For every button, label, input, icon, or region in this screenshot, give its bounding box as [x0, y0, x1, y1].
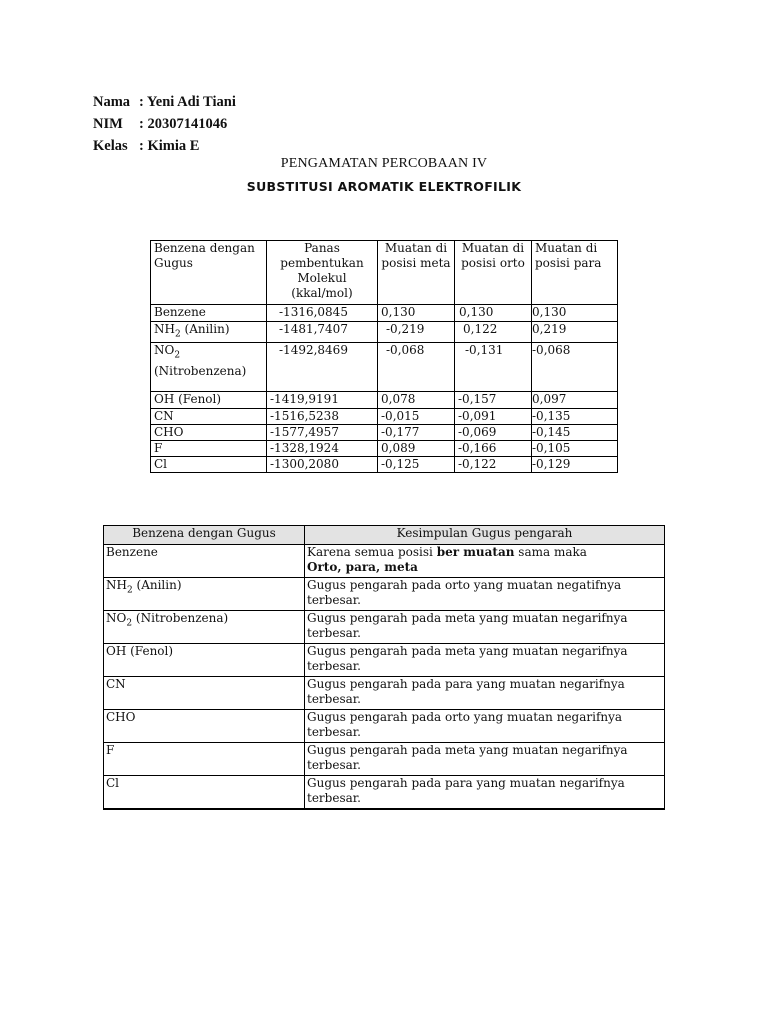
group-subscript: 2	[126, 618, 133, 629]
name-value: : Yeni Adi Tiani	[139, 94, 236, 110]
group-text: NO	[106, 611, 127, 625]
cell-orto: 0,122	[455, 322, 532, 343]
group-subscript: 2	[174, 350, 181, 361]
nim-label: NIM	[93, 116, 123, 132]
cell-group: F	[151, 441, 267, 457]
header-conclusion: Kesimpulan Gugus pengarah	[305, 526, 665, 545]
cell-orto: -0,091	[455, 409, 532, 425]
conclusion-table	[103, 525, 665, 810]
table-row	[104, 710, 665, 743]
cell-para: -0,135	[532, 409, 618, 425]
class-row	[93, 135, 236, 157]
conclusion-table-header	[104, 526, 665, 545]
table-row	[151, 322, 618, 343]
cell-para: -0,105	[532, 441, 618, 457]
class-value: : Kimia E	[139, 138, 200, 154]
table-row	[151, 457, 618, 473]
cell-meta: 0,089	[378, 441, 455, 457]
cell-group	[104, 611, 305, 644]
cell-conclusion: Gugus pengarah pada para yang muatan negarifnya terbesar.	[305, 677, 665, 710]
group-text: NH	[154, 322, 175, 336]
conclusion-text: sama maka	[514, 545, 587, 559]
cell-meta: 0,078	[378, 392, 455, 409]
nim-value: : 20307141046	[139, 116, 228, 132]
group-subscript: 2	[174, 329, 181, 340]
cell-group	[151, 322, 267, 343]
table-row	[104, 644, 665, 677]
header-group: Benzena dengan Gugus	[104, 526, 305, 545]
cell-meta: 0,130	[378, 305, 455, 322]
cell-heat: -1516,5238	[267, 409, 378, 425]
cell-heat: -1419,9191	[267, 392, 378, 409]
conclusion-text: Karena semua posisi	[307, 545, 437, 559]
header-group: Benzena dengan Gugus	[151, 241, 267, 305]
cell-orto: -0,157	[455, 392, 532, 409]
table-row	[104, 776, 665, 809]
table-row	[104, 677, 665, 710]
cell-conclusion: Gugus pengarah pada orto yang muatan negatifnya terbesar.	[305, 578, 665, 611]
cell-heat: -1481,7407	[267, 322, 378, 343]
cell-conclusion: Gugus pengarah pada meta yang muatan negarifnya terbesar.	[305, 611, 665, 644]
page-title: PENGAMATAN PERCOBAAN IV	[280, 156, 488, 171]
cell-group	[104, 578, 305, 611]
cell-group: CN	[151, 409, 267, 425]
name-row	[93, 91, 236, 113]
group-text: (Nitrobenzena)	[132, 611, 229, 625]
table-row	[151, 409, 618, 425]
cell-conclusion: Gugus pengarah pada meta yang muatan negarifnya terbesar.	[305, 743, 665, 776]
table-row	[151, 441, 618, 457]
charge-table-header	[151, 241, 618, 305]
cell-heat: -1492,8469	[267, 343, 378, 392]
student-info	[93, 91, 236, 157]
cell-para: 0,219	[532, 322, 618, 343]
name-label: Nama	[93, 94, 131, 110]
page-subtitle: SUBSTITUSI AROMATIK ELEKTROFILIK	[246, 179, 522, 194]
cell-para: -0,145	[532, 425, 618, 441]
table-row	[104, 578, 665, 611]
table-row	[151, 392, 618, 409]
cell-group: Benzene	[104, 545, 305, 578]
cell-meta: -0,219	[378, 322, 455, 343]
cell-group: F	[104, 743, 305, 776]
class-label: Kelas	[93, 138, 128, 154]
table-row	[104, 545, 665, 578]
group-text: (Nitrobenzena)	[154, 363, 247, 378]
cell-group: CN	[104, 677, 305, 710]
table-row	[151, 305, 618, 322]
cell-meta: -0,068	[378, 343, 455, 392]
group-text: (Anilin)	[132, 578, 182, 592]
group-text: NO	[154, 343, 175, 358]
cell-meta: -0,015	[378, 409, 455, 425]
group-text: (Anilin)	[180, 322, 230, 336]
cell-orto: -0,166	[455, 441, 532, 457]
cell-para: 0,097	[532, 392, 618, 409]
cell-group: Cl	[151, 457, 267, 473]
header-orto: Muatan di posisi orto	[455, 241, 532, 305]
header-meta: Muatan di posisi meta	[378, 241, 455, 305]
table-row	[104, 743, 665, 776]
group-text: NH	[106, 578, 127, 592]
conclusion-bold-text: Orto, para, meta	[307, 560, 418, 574]
table-row	[104, 611, 665, 644]
cell-heat: -1328,1924	[267, 441, 378, 457]
table-row	[151, 343, 618, 392]
cell-meta: -0,125	[378, 457, 455, 473]
cell-para: 0,130	[532, 305, 618, 322]
cell-orto: -0,122	[455, 457, 532, 473]
charge-table	[150, 240, 618, 473]
cell-group: CHO	[151, 425, 267, 441]
cell-group: CHO	[104, 710, 305, 743]
cell-conclusion	[305, 545, 665, 578]
cell-orto: 0,130	[455, 305, 532, 322]
cell-heat: -1316,0845	[267, 305, 378, 322]
cell-heat: -1577,4957	[267, 425, 378, 441]
cell-meta: -0,177	[378, 425, 455, 441]
table-row	[151, 425, 618, 441]
cell-group: OH (Fenol)	[151, 392, 267, 409]
header-heat: Panas pembentukan Molekul (kkal/mol)	[267, 241, 378, 305]
cell-para: -0,068	[532, 343, 618, 392]
header-para: Muatan di posisi para	[532, 241, 618, 305]
cell-orto: -0,131	[455, 343, 532, 392]
cell-group: Cl	[104, 776, 305, 809]
cell-para: -0,129	[532, 457, 618, 473]
nim-row	[93, 113, 236, 135]
cell-group	[151, 343, 267, 392]
cell-conclusion: Gugus pengarah pada para yang muatan negarifnya terbesar.	[305, 776, 665, 809]
group-subscript: 2	[126, 585, 133, 596]
cell-group: OH (Fenol)	[104, 644, 305, 677]
cell-orto: -0,069	[455, 425, 532, 441]
cell-conclusion: Gugus pengarah pada meta yang muatan negarifnya terbesar.	[305, 644, 665, 677]
conclusion-bold-text: ber muatan	[436, 545, 515, 559]
cell-group: Benzene	[151, 305, 267, 322]
cell-conclusion: Gugus pengarah pada orto yang muatan negarifnya terbesar.	[305, 710, 665, 743]
cell-heat: -1300,2080	[267, 457, 378, 473]
